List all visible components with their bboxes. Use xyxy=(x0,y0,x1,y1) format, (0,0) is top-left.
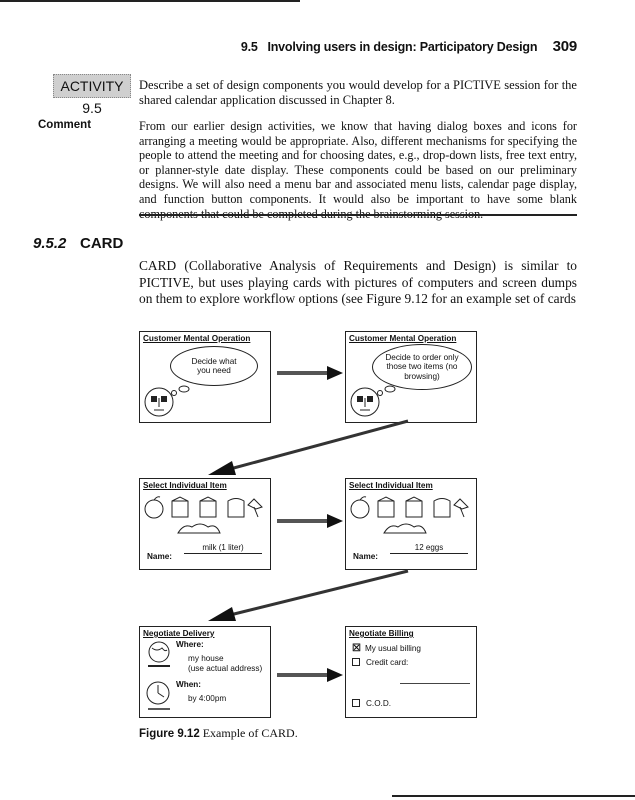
card-title: Select Individual Item xyxy=(143,481,227,490)
where-label: Where: xyxy=(176,640,204,649)
grocery-items-icon xyxy=(350,495,470,543)
card-title: Customer Mental Operation xyxy=(143,334,251,343)
billing-option-label: Credit card: xyxy=(366,658,409,667)
clock-icon xyxy=(144,679,174,713)
grocery-items-icon xyxy=(144,495,264,543)
card-title: Negotiate Billing xyxy=(349,629,414,638)
face-icon xyxy=(144,385,204,419)
card-title: Negotiate Delivery xyxy=(143,629,215,638)
checkbox-icon xyxy=(352,658,360,666)
where-value-2: (use actual address) xyxy=(188,664,263,673)
billing-option-label: C.O.D. xyxy=(366,699,392,708)
card-negotiate-billing xyxy=(345,626,477,718)
name-value: milk (1 liter) xyxy=(184,543,262,554)
card-customer-mental-operation-2 xyxy=(345,331,477,423)
card-customer-mental-operation-1 xyxy=(139,331,271,423)
bottom-rule xyxy=(392,795,635,797)
card-title: Select Individual Item xyxy=(349,481,433,490)
arrow-diagonal-icon xyxy=(200,565,415,630)
globe-icon xyxy=(144,639,174,669)
activity-badge: ACTIVITY 9.5 xyxy=(53,74,131,98)
header-title: Involving users in design: Participatory Design xyxy=(267,40,538,54)
thought-bubble xyxy=(170,346,258,386)
when-value: by 4:00pm xyxy=(188,694,227,703)
arrow-right-icon xyxy=(275,512,347,530)
billing-option-credit xyxy=(352,658,408,668)
section-body: CARD (Collaborative Analysis of Requirements and Design) is similar to PICTIVE, but uses playing cards with pictures of computers and screen dumps on them to explore workflow options (see Figure 9.12 for an example set of cards xyxy=(139,258,577,307)
where-value-1: my house xyxy=(188,654,224,663)
comment-text: From our earlier design activities, we know that having dialog boxes and icons for arranging a meeting would be appropriate. Also, different mechanisms for specifying the people to attend the meeting and for choosing dates, e.g., drop-down lists, free text entry, or planner-style date display. These components could be based on our preliminary designs. We will also need a menu bar and associated menu lists, calendar page display, and function button components. It would also be important to have some blank xyxy=(139,119,577,206)
card-title: Customer Mental Operation xyxy=(349,334,457,343)
checked-checkbox-icon: ☒ xyxy=(352,643,361,654)
comment-label: Comment xyxy=(38,119,92,131)
thought-bubble xyxy=(372,344,472,390)
arrow-right-icon xyxy=(275,364,347,382)
figure-label: Figure 9.12 xyxy=(139,728,200,740)
activity-text: Describe a set of design components you would develop for a PICTIVE session for the shared calendar application discussed in Chapter 8. xyxy=(139,78,577,107)
billing-option-usual xyxy=(352,644,421,654)
credit-card-line xyxy=(400,683,470,684)
billing-option-cod xyxy=(352,699,391,709)
top-rule xyxy=(0,0,300,2)
card-select-individual-item-2 xyxy=(345,478,477,570)
arrow-right-icon xyxy=(275,666,347,684)
section-number: 9.5.2 xyxy=(33,235,67,252)
thought-text: Decide to order only those two items (no browsing) xyxy=(385,352,459,381)
thought-text: Decide what you need xyxy=(191,356,237,375)
card-select-individual-item-1 xyxy=(139,478,271,570)
when-label: When: xyxy=(176,680,202,689)
arrow-diagonal-icon xyxy=(200,415,415,485)
section-title: CARD xyxy=(80,235,124,252)
name-label: Name: xyxy=(147,552,173,561)
page-number: 309 xyxy=(552,38,577,55)
checkbox-icon xyxy=(352,699,360,707)
comment-end-rule xyxy=(139,214,577,216)
name-value: 12 eggs xyxy=(390,543,468,554)
billing-option-label: My usual billing xyxy=(364,644,421,653)
running-header xyxy=(241,38,577,55)
figure-caption xyxy=(139,726,298,741)
header-section-number: 9.5 xyxy=(240,40,258,54)
figure-caption-text: Example of CARD. xyxy=(202,726,298,740)
card-negotiate-delivery xyxy=(139,626,271,718)
face-icon xyxy=(350,385,410,419)
name-label: Name: xyxy=(353,552,379,561)
